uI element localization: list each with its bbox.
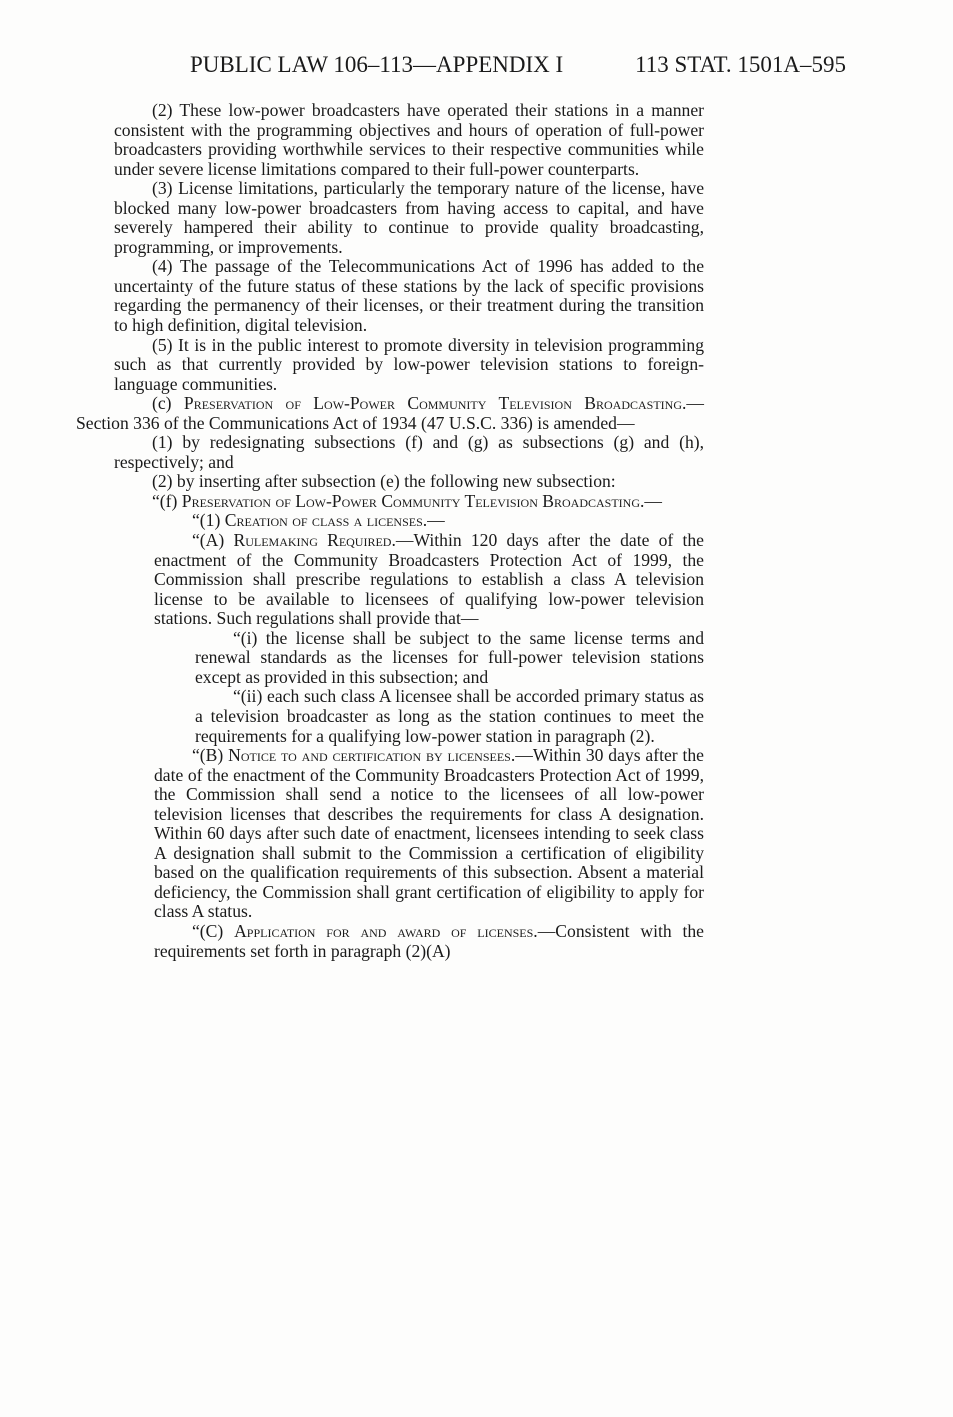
subparagraph-a: [76, 531, 704, 629]
paragraph-f1-label: “(1): [192, 510, 225, 531]
clause-i: “(i) the license shall be subject to the same license terms and renewal standards as the licenses for full-power television stations except as provided in this subsection; and: [195, 627, 704, 687]
paragraph-f1: [76, 511, 704, 531]
document-body: [76, 101, 704, 961]
subparagraph-b-heading: Notice to and certification by licensees.: [228, 745, 516, 766]
subparagraph-c-label: “(C): [192, 920, 235, 941]
header-statute-page: 113 STAT. 1501A–595: [635, 52, 846, 77]
subsection-f-dash: —: [644, 490, 662, 511]
subparagraph-b-label: “(B): [192, 745, 229, 766]
finding-paragraph-4: (4) The passage of the Telecommunications Act of 1996 has added to the uncertainty of the future status of these stations by the lack of specific provisions regarding the permanency of their licenses, or their treatment during the transition to high definition, digital television.: [114, 256, 704, 336]
clause-ii: “(ii) each such class A licensee shall be accorded primary status as a television broadcaster as long as the station continues to meet the requirements for a qualifying low-power station in paragraph (2).: [195, 686, 704, 746]
subsection-c: [76, 394, 704, 433]
finding-paragraph-2: (2) These low-power broadcasters have operated their stations in a manner consistent with the programming objectives and hours of operation of full-power broadcasters providing worthwhile services to their respective communities while under severe license limitations compared to their full-power counterparts.: [114, 100, 704, 179]
subparagraph-a-label: “(A): [192, 530, 234, 551]
paragraph-f1-dash: —: [427, 510, 445, 531]
finding-paragraph-5: (5) It is in the public interest to promote diversity in television programming such as that currently provided by low-power television stations to foreign-language communities.: [114, 334, 704, 394]
subparagraph-c-heading: Application for and award of licenses.: [234, 920, 538, 941]
paragraph-f1-heading: Creation of class a licenses.: [224, 510, 428, 531]
header-law-title: PUBLIC LAW 106–113—APPENDIX I: [190, 52, 564, 77]
subsection-f-heading: Preservation of Low-Power Community Television Broadcasting.: [181, 490, 645, 511]
subsection-c-heading: Preservation of Low-Power Community Television Broadcasting.: [183, 393, 687, 414]
new-subsection-f: [76, 492, 704, 512]
running-header: [190, 50, 850, 80]
subparagraph-b: [76, 746, 704, 922]
finding-paragraph-3: (3) License limitations, particularly the temporary nature of the license, have blocked many low-power broadcasters from having access to capital, and have severely hampered their ability to continue to provide quality broadcasting, programming, or improvements.: [114, 178, 704, 257]
subparagraph-a-heading: Rulemaking Required.: [233, 530, 396, 551]
subsection-c-label: (c): [152, 393, 184, 414]
amendment-item-2: (2) by inserting after subsection (e) the following new subsection:: [152, 471, 616, 492]
subparagraph-b-text: —Within 30 days after the date of the enactment of the Community Broadcasters Protection Act of 1999, the Commission shall send a notice to the licensees of all low-power television licenses that describes the requirements for class A designation. Within 60 days after such date of enactment, licensees intending to seek class A designation shall submit to the Commission a certification of eligibility based on the qualification requirements of this subsection. Absent a material deficiency, the Commission shall grant certification of eligibility to apply for class A status.: [154, 745, 704, 922]
subparagraph-c: [76, 922, 704, 961]
amendment-item-1: (1) by redesignating subsections (f) and (g) as subsections (g) and (h), respectively; and: [114, 432, 704, 472]
subparagraph-a-text: —Within 120 days after the date of the enactment of the Community Broadcasters Protection Act of 1999, the Commission shall prescribe regulations to establish a class A television license to be available to licensees of qualifying low-power television stations. Such regulations shall provide that—: [154, 530, 704, 629]
subparagraph-c-text: —Consistent with the requirements set forth in paragraph (2)(A): [154, 920, 704, 961]
subsection-c-text: —Section 336 of the Communications Act of 1934 (47 U.S.C. 336) is amended—: [76, 393, 704, 433]
subsection-f-label: “(f): [152, 490, 182, 511]
